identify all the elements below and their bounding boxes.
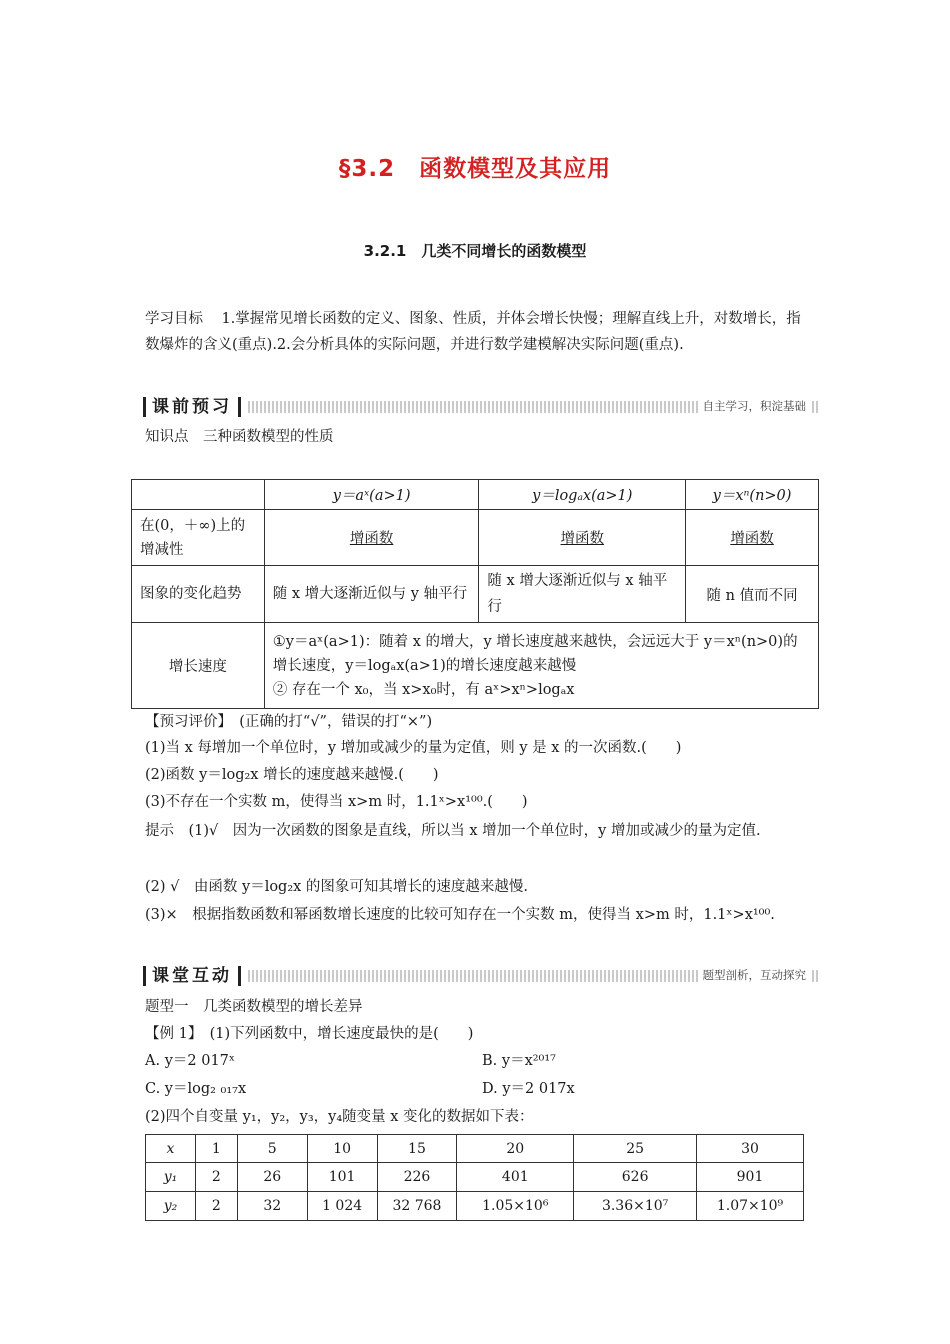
growth-line-2: ② 存在一个 x₀，当 x>x₀时，有 aˣ>xⁿ>logₐx — [272, 681, 575, 698]
table-cell: 32 — [237, 1192, 307, 1221]
table-cell: 增函数 — [686, 510, 819, 566]
row-label: 在(0，＋∞)上的增减性 — [132, 510, 265, 566]
preview-heading: 【预习评价】 (正确的打“√”，错误的打“×”) — [145, 714, 433, 730]
option-d: D. y＝2 017x — [482, 1081, 575, 1097]
table-row — [132, 623, 819, 709]
table-cell: 增函数 — [264, 510, 479, 566]
table-row — [146, 1163, 804, 1192]
row-header: y₂ — [146, 1192, 196, 1221]
table-cell: 101 — [307, 1163, 377, 1192]
hint-3: (3)× 根据指数函数和幂函数增长速度的比较可知存在一个实数 m，使得当 x>m 时，1.1ˣ>x¹⁰⁰. — [145, 907, 775, 923]
table-row — [132, 510, 819, 566]
table-cell: 增函数 — [479, 510, 686, 566]
question-2: (2)函数 y＝log₂x 增长的速度越来越慢.( ) — [145, 767, 439, 783]
question-1: (1)当 x 每增加一个单位时，y 增加或减少的量为定值，则 y 是 x 的一次函数.( ) — [145, 740, 682, 756]
banner-slogan: 题型剖析，互动探究 — [699, 967, 811, 983]
table-cell: 10 — [307, 1135, 377, 1163]
example-part-2: (2)四个自变量 y₁，y₂，y₃，y₄随变量 x 变化的数据如下表： — [145, 1109, 534, 1125]
section-title: §3.2 函数模型及其应用 — [338, 156, 612, 182]
preview-banner — [143, 397, 818, 419]
banner-title: 课前预习 — [143, 397, 241, 417]
row-header: x — [146, 1135, 196, 1163]
banner-title: 课堂互动 — [143, 966, 241, 986]
table-cell: 随 x 增大逐渐近似与 y 轴平行 — [264, 566, 479, 623]
hint-2: (2) √ 由函数 y＝log₂x 的图象可知其增长的速度越来越慢. — [145, 879, 529, 895]
table-cell: 401 — [457, 1163, 574, 1192]
header-cell: y＝aˣ(a>1) — [264, 480, 479, 510]
example-heading: 【例 1】 (1)下列函数中，增长速度最快的是( ) — [145, 1026, 474, 1042]
table-cell: 30 — [697, 1135, 804, 1163]
table-cell: 随 n 值而不同 — [686, 566, 819, 623]
table-cell: 随 x 增大逐渐近似与 x 轴平行 — [479, 566, 686, 623]
table-cell: 25 — [574, 1135, 697, 1163]
header-cell: y＝logₐx(a>1) — [479, 480, 686, 510]
table-cell: 1 024 — [307, 1192, 377, 1221]
option-a: A. y＝2 017ˣ — [145, 1053, 236, 1069]
data-table — [145, 1134, 804, 1221]
table-cell: 5 — [237, 1135, 307, 1163]
table-cell: 2 — [195, 1192, 237, 1221]
classroom-banner — [143, 966, 818, 988]
row-label: 图象的变化趋势 — [132, 566, 265, 623]
table-row — [146, 1192, 804, 1221]
objectives-text: 1.掌握常见增长函数的定义、图象、性质，并体会增长快慢；理解直线上升，对数增长，指数爆炸的含义(重点).2.会分析具体的实际问题，并进行数学建模解决实际问题(重点). — [145, 311, 801, 353]
option-c: C. y＝log₂ ₀₁₇x — [145, 1081, 247, 1097]
question-3: (3)不存在一个实数 m，使得当 x>m 时，1.1ˣ>x¹⁰⁰.( ) — [145, 794, 528, 810]
table-row — [146, 1135, 804, 1163]
table-cell: 626 — [574, 1163, 697, 1192]
table-cell: 20 — [457, 1135, 574, 1163]
option-b: B. y＝x²⁰¹⁷ — [482, 1053, 556, 1069]
hint-1: 提示 (1)√ 因为一次函数的图象是直线，所以当 x 增加一个单位时，y 增加或减少的量为定值. — [145, 823, 761, 839]
learning-objectives — [145, 306, 815, 358]
table-header-row — [132, 480, 819, 510]
type-heading: 题型一 几类函数模型的增长差异 — [145, 999, 363, 1015]
table-cell: 901 — [697, 1163, 804, 1192]
knowledge-point-heading: 知识点 三种函数模型的性质 — [145, 429, 334, 445]
row-label: 增长速度 — [132, 623, 265, 709]
table-cell: 3.36×10⁷ — [574, 1192, 697, 1221]
header-cell — [132, 480, 265, 510]
table-cell: 226 — [377, 1163, 457, 1192]
table-cell: 1.07×10⁹ — [697, 1192, 804, 1221]
subsection-title: 3.2.1 几类不同增长的函数模型 — [363, 242, 587, 260]
objectives-label: 学习目标 — [145, 311, 203, 327]
table-cell: 1.05×10⁶ — [457, 1192, 574, 1221]
properties-table — [131, 479, 819, 709]
table-cell: 1 — [195, 1135, 237, 1163]
table-cell: 15 — [377, 1135, 457, 1163]
table-cell: 26 — [237, 1163, 307, 1192]
table-row — [132, 566, 819, 623]
row-header: y₁ — [146, 1163, 196, 1192]
header-cell: y＝xⁿ(n>0) — [686, 480, 819, 510]
table-cell: 2 — [195, 1163, 237, 1192]
table-cell: 32 768 — [377, 1192, 457, 1221]
growth-line-1: ①y＝aˣ(a>1)：随着 x 的增大，y 增长速度越来越快，会远远大于 y＝xⁿ(n>0)的增长速度，y＝logₐx(a>1)的增长速度越来越慢 — [272, 633, 798, 674]
banner-slogan: 自主学习，积淀基础 — [699, 398, 811, 414]
growth-speed-cell — [264, 623, 818, 709]
